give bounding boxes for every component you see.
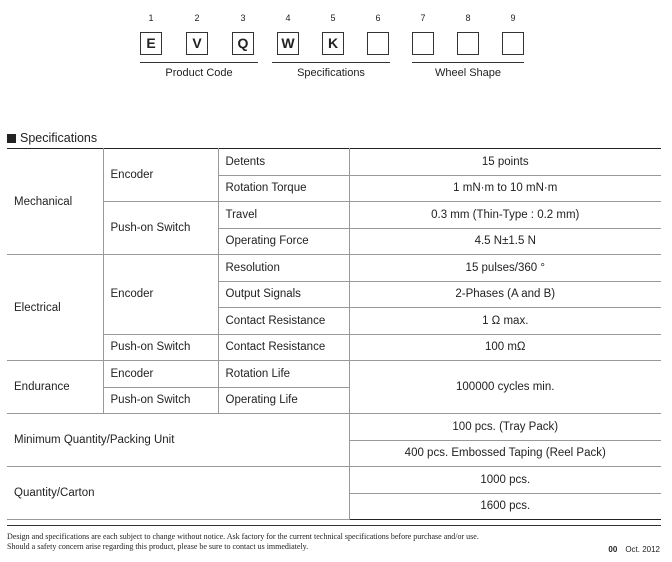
- table-row: [7, 255, 661, 282]
- category-cell: Electrical: [7, 255, 103, 361]
- code-box: [412, 32, 434, 55]
- subcategory-cell: Encoder: [103, 361, 218, 388]
- category-cell: Quantity/Carton: [7, 467, 349, 520]
- position-number: 9: [510, 13, 516, 23]
- specifications-table: [7, 148, 661, 520]
- position-number: 6: [375, 13, 381, 23]
- category-cell: Minimum Quantity/Packing Unit: [7, 414, 349, 467]
- item-cell: Resolution: [218, 255, 349, 282]
- value-cell: 15 points: [349, 149, 661, 176]
- revision-date: Oct. 2012: [625, 545, 660, 554]
- position-number: 8: [465, 13, 471, 23]
- value-cell: 100 pcs. (Tray Pack): [349, 414, 661, 441]
- group-bracket: [272, 62, 390, 63]
- value-cell: 2-Phases (A and B): [349, 281, 661, 308]
- value-cell: 400 pcs. Embossed Taping (Reel Pack): [349, 440, 661, 467]
- position-number: 7: [420, 13, 426, 23]
- value-cell: 100 mΩ: [349, 334, 661, 361]
- position-number: 5: [330, 13, 336, 23]
- item-cell: Contact Resistance: [218, 334, 349, 361]
- value-cell: 0.3 mm (Thin-Type : 0.2 mm): [349, 202, 661, 229]
- item-cell: Operating Life: [218, 387, 349, 414]
- code-box: E: [140, 32, 162, 55]
- subcategory-cell: Push-on Switch: [103, 334, 218, 361]
- subcategory-cell: Push-on Switch: [103, 387, 218, 414]
- section-title: [7, 131, 97, 145]
- group-label-wheel-shape: Wheel Shape: [434, 67, 502, 79]
- footer-line-2: Should a safety concern arise regarding this product, please be sure to contact us immediately.: [7, 542, 309, 551]
- value-cell: 4.5 N±1.5 N: [349, 228, 661, 255]
- subcategory-cell: Push-on Switch: [103, 202, 218, 255]
- item-cell: Travel: [218, 202, 349, 229]
- item-cell: Operating Force: [218, 228, 349, 255]
- table-row: [7, 361, 661, 388]
- code-box: [502, 32, 524, 55]
- item-cell: Detents: [218, 149, 349, 176]
- item-cell: Rotation Life: [218, 361, 349, 388]
- table-row: [7, 467, 661, 494]
- group-label-specifications: Specifications: [297, 67, 365, 79]
- item-cell: Contact Resistance: [218, 308, 349, 335]
- footer-date: [608, 545, 660, 554]
- code-box: [457, 32, 479, 55]
- value-cell: 1 mN·m to 10 mN·m: [349, 175, 661, 202]
- category-cell: Endurance: [7, 361, 103, 414]
- table-row: [7, 414, 661, 441]
- item-cell: Rotation Torque: [218, 175, 349, 202]
- position-number: 1: [148, 13, 154, 23]
- table-row: [7, 334, 661, 361]
- section-title-text: Specifications: [20, 131, 98, 145]
- item-cell: Output Signals: [218, 281, 349, 308]
- group-label-product-code: Product Code: [165, 67, 233, 79]
- revision-number: 00: [608, 545, 618, 554]
- product-code-diagram: [0, 0, 672, 90]
- category-cell: Mechanical: [7, 149, 103, 255]
- code-box: [367, 32, 389, 55]
- footer-divider: [7, 525, 661, 526]
- code-box: K: [322, 32, 344, 55]
- group-bracket: [140, 62, 258, 63]
- value-cell: 15 pulses/360 °: [349, 255, 661, 282]
- position-number: 3: [240, 13, 246, 23]
- code-box: Q: [232, 32, 254, 55]
- table-row: [7, 202, 661, 229]
- subcategory-cell: Encoder: [103, 255, 218, 335]
- code-box: W: [277, 32, 299, 55]
- footer-line-1: Design and specifications are each subject to change without notice. Ask factory for the current technical specifications before purchase and/or use.: [7, 532, 479, 541]
- position-number: 2: [194, 13, 200, 23]
- value-cell: 1000 pcs.: [349, 467, 661, 494]
- table-row: [7, 149, 661, 176]
- value-cell: 1600 pcs.: [349, 493, 661, 520]
- position-number: 4: [285, 13, 291, 23]
- group-bracket: [412, 62, 524, 63]
- footer-notice: [7, 532, 479, 552]
- code-box: V: [186, 32, 208, 55]
- value-cell: 1 Ω max.: [349, 308, 661, 335]
- value-cell: 100000 cycles min.: [349, 361, 661, 414]
- subcategory-cell: Encoder: [103, 149, 218, 202]
- square-bullet-icon: [7, 134, 16, 143]
